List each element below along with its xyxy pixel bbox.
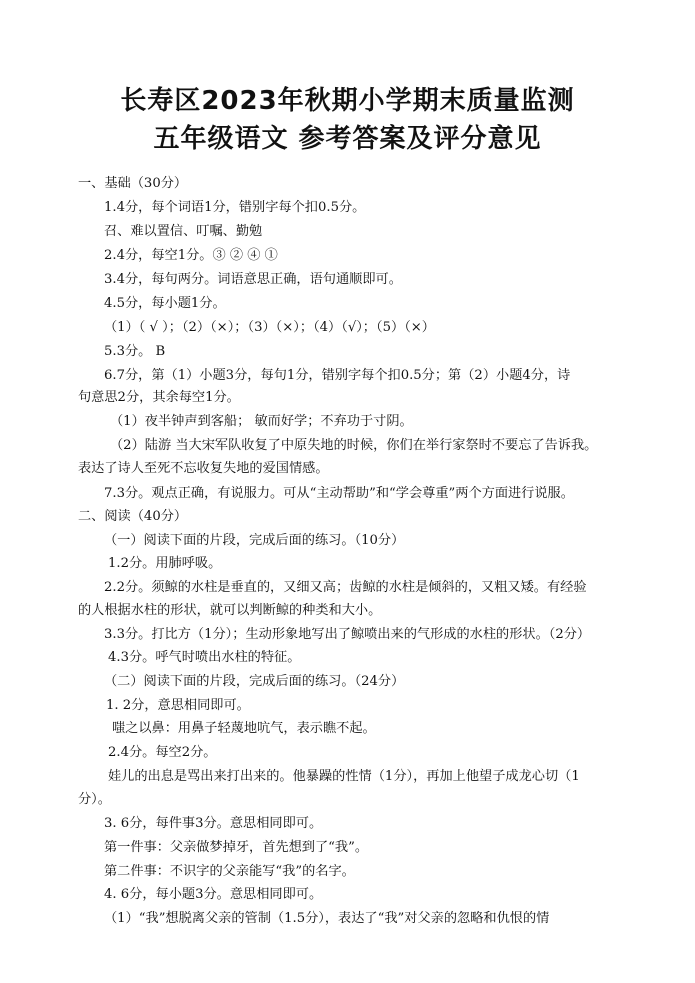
- answer-line: （1）“我”想脱离父亲的管制（1.5分），表达了“我”对父亲的忽略和仇恨的情: [104, 911, 550, 926]
- answer-line: 表达了诗人至死不忘收复失地的爱国情感。: [78, 461, 329, 476]
- answer-line: 3. 6分，每件事3分。意思相同即可。: [104, 816, 323, 831]
- answer-line: 的人根据水柱的形状，就可以判断鲸的种类和大小。: [78, 603, 382, 618]
- answer-line: 嗤之以鼻：用鼻子轻蔑地吭气，表示瞧不起。: [112, 721, 376, 736]
- answer-line: 1. 2分，意思相同即可。: [106, 698, 250, 713]
- answer-line: 3.3分。打比方（1分）；生动形象地写出了鲸喷出来的气形成的水柱的形状。（2分）: [104, 627, 591, 642]
- answer-line: 第一件事：父亲做梦掉牙，首先想到了“我”。: [104, 840, 369, 855]
- answer-line: 1.2分。用肺呼吸。: [108, 556, 222, 571]
- answer-line: 第二件事：不识字的父亲能写“我”的名字。: [104, 864, 355, 879]
- answer-line: 6.7分，第（1）小题3分，每句1分，错别字每个扣0.5分；第（2）小题4分，诗: [104, 368, 571, 383]
- document-title-line2: 五年级语文 参考答案及评分意见: [153, 124, 542, 154]
- answer-line: 分）。: [78, 792, 111, 807]
- answer-line: 2.4分，每空1分。③ ② ④ ①: [104, 248, 278, 263]
- section-heading-reading: 二、阅读（40分）: [78, 509, 188, 524]
- answer-line: 句意思2分，其余每空1分。: [78, 390, 240, 405]
- section-heading-basics: 一、基础（30分）: [78, 176, 188, 191]
- answer-line: 5.3分。 B: [104, 344, 166, 359]
- answer-line: （1）夜半钟声到客船； 敏而好学；不弃功于寸阴。: [110, 414, 413, 429]
- answer-line: 3.4分，每句两分。词语意思正确，语句通顺即可。: [104, 272, 402, 287]
- answer-line: （一）阅读下面的片段，完成后面的练习。（10分）: [104, 533, 405, 548]
- answer-line: 4. 6分，每小题3分。意思相同即可。: [104, 887, 323, 902]
- document-title-line1: 长寿区2023年秋期小学期末质量监测: [120, 86, 575, 116]
- answer-line: （2）陆游 当大宋军队收复了中原失地的时候，你们在举行家祭时不要忘了告诉我。: [110, 438, 598, 453]
- answer-line: 2.2分。须鲸的水柱是垂直的，又细又高；齿鲸的水柱是倾斜的，又粗又矮。有经验: [104, 580, 587, 595]
- answer-line: 4.3分。呼气时喷出水柱的特征。: [108, 650, 301, 665]
- answer-line: （1）（ √ ）；（2）（×）；（3）（×）；（4）（√）；（5）（×）: [104, 320, 435, 335]
- answer-line: 2.4分。每空2分。: [108, 745, 217, 760]
- answer-line: 4.5分，每小题1分。: [104, 296, 226, 311]
- answer-line: 1.4分，每个词语1分，错别字每个扣0.5分。: [104, 200, 366, 215]
- answer-line: 娃儿的出息是骂出来打出来的。他暴躁的性情（1分），再加上他望子成龙心切（1: [108, 769, 580, 784]
- answer-line: 召、难以置信、叮嘱、勤勉: [104, 224, 263, 239]
- answer-line: 7.3分。观点正确，有说服力。可从“主动帮助”和“学会尊重”两个方面进行说服。: [104, 486, 574, 501]
- answer-line: （二）阅读下面的片段，完成后面的练习。（24分）: [104, 674, 405, 689]
